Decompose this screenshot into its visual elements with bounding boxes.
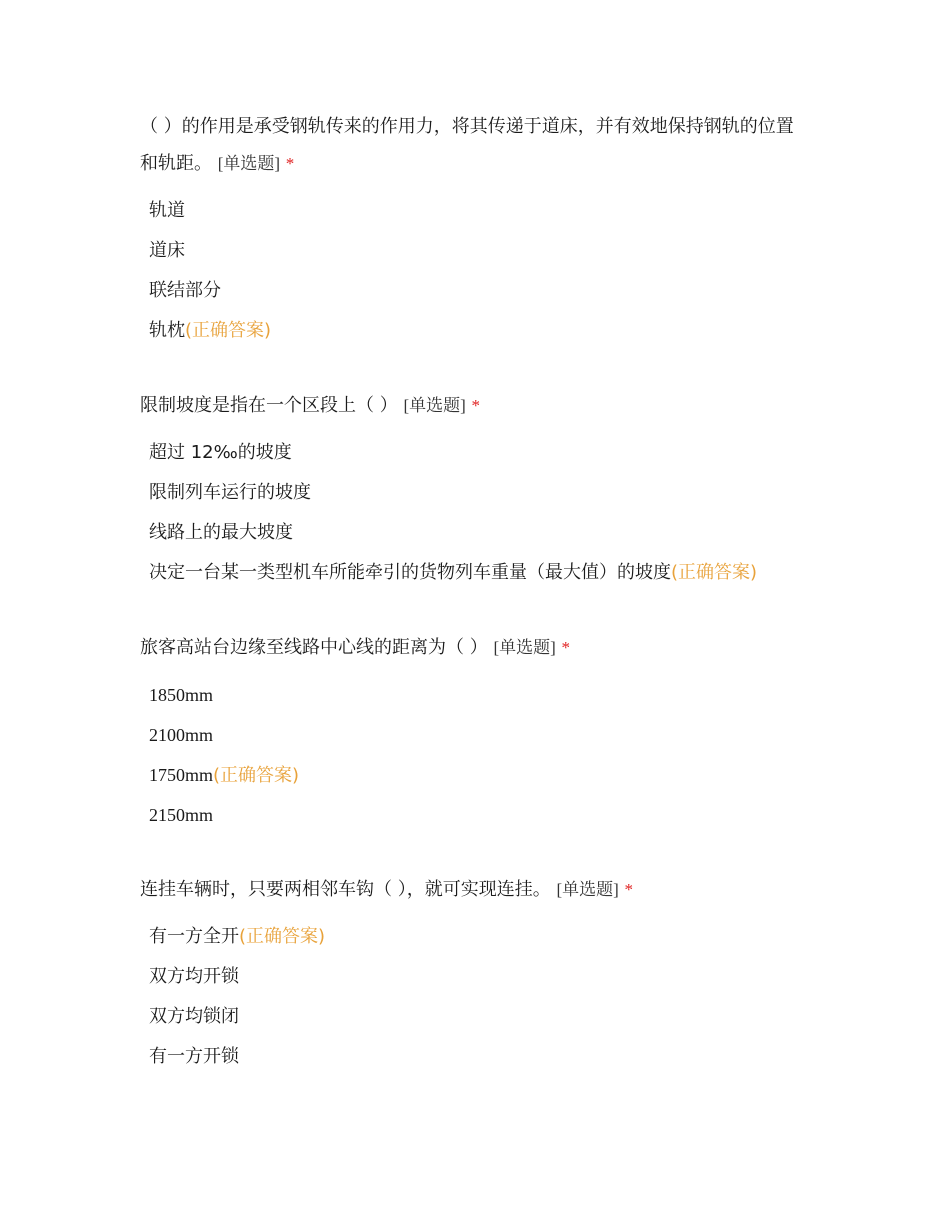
option-text: 联结部分 — [149, 280, 221, 301]
option-1 — [140, 191, 810, 231]
option-text: 有一方开锁 — [149, 1046, 239, 1067]
option-3 — [140, 755, 810, 795]
option-text: 双方均开锁 — [149, 966, 239, 987]
question-type-label: [单选题] — [493, 638, 556, 657]
option-3 — [140, 997, 810, 1037]
required-asterisk: * — [561, 638, 571, 657]
option-text: 1750mm — [149, 765, 214, 785]
question-title — [140, 629, 810, 666]
question-title — [140, 871, 810, 908]
option-3 — [140, 513, 810, 553]
option-4 — [140, 1037, 810, 1077]
question-3 — [140, 629, 810, 835]
option-2 — [140, 715, 810, 755]
question-1 — [140, 108, 810, 351]
question-2 — [140, 387, 810, 593]
option-text: 线路上的最大坡度 — [149, 522, 293, 543]
option-4 — [140, 311, 810, 351]
required-asterisk: * — [471, 396, 481, 415]
option-text: 道床 — [149, 240, 185, 261]
question-text: 限制坡度是指在一个区段上（ ） — [140, 395, 398, 416]
option-list — [140, 433, 810, 593]
question-text: 旅客高站台边缘至线路中心线的距离为（ ） — [140, 637, 488, 658]
option-1 — [140, 433, 810, 473]
question-title — [140, 108, 810, 182]
question-4 — [140, 871, 810, 1077]
question-type-label: [单选题] — [217, 154, 281, 173]
option-list — [140, 191, 810, 351]
question-text: （ ）的作用是承受钢轨传来的作用力，将其传递于道床，并有效地保持钢轨的位置和轨距。 — [140, 116, 794, 174]
option-4 — [140, 553, 810, 593]
option-text: 2150mm — [149, 805, 214, 825]
required-asterisk: * — [285, 154, 295, 173]
option-3 — [140, 271, 810, 311]
option-list — [140, 917, 810, 1077]
option-text: 有一方全开 — [149, 926, 239, 947]
option-text: 限制列车运行的坡度 — [149, 482, 311, 503]
option-4 — [140, 795, 810, 835]
option-2 — [140, 957, 810, 997]
option-text: 2100mm — [149, 725, 214, 745]
option-text: 轨枕 — [149, 320, 185, 341]
required-asterisk: * — [624, 880, 634, 899]
option-text: 超过 12‰的坡度 — [149, 442, 292, 463]
question-type-label: [单选题] — [403, 396, 466, 415]
correct-answer-mark: (正确答案) — [671, 562, 758, 583]
option-text: 1850mm — [149, 685, 214, 705]
option-2 — [140, 231, 810, 271]
correct-answer-mark: (正确答案) — [239, 926, 326, 947]
question-text: 连挂车辆时，只要两相邻车钩（ ），就可实现连挂。 — [140, 879, 551, 900]
option-list — [140, 675, 810, 835]
option-text: 决定一台某一类型机车所能牵引的货物列车重量（最大值）的坡度 — [149, 562, 671, 583]
option-1 — [140, 917, 810, 957]
option-text: 轨道 — [149, 200, 185, 221]
option-text: 双方均锁闭 — [149, 1006, 239, 1027]
correct-answer-mark: (正确答案) — [185, 320, 272, 341]
question-title — [140, 387, 810, 424]
correct-answer-mark: (正确答案) — [213, 765, 300, 786]
question-type-label: [单选题] — [556, 880, 619, 899]
option-1 — [140, 675, 810, 715]
option-2 — [140, 473, 810, 513]
